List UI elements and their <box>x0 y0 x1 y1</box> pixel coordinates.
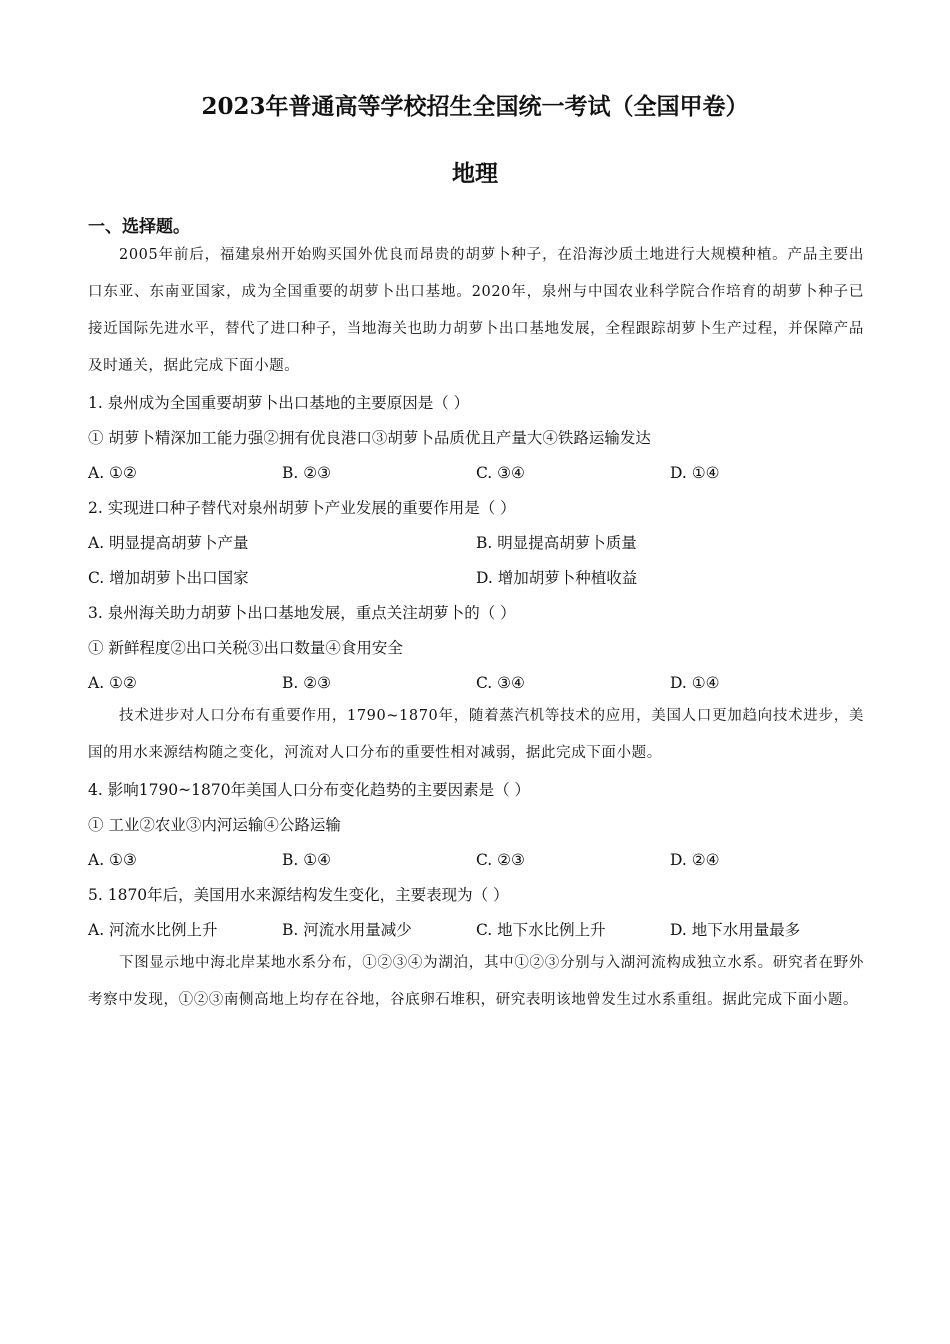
question-3-stem: 3. 泉州海关助力胡萝卜出口基地发展，重点关注胡萝卜的（ ） <box>88 604 516 622</box>
question-5-stem: 5. 1870年后，美国用水来源结构发生变化，主要表现为（ ） <box>88 886 509 904</box>
question-4-option-d[interactable]: D. ②④ <box>670 851 720 869</box>
question-3-items: ① 新鲜程度②出口关税③出口数量④食用安全 <box>88 639 403 657</box>
subject-title: 地理 <box>452 160 498 187</box>
passage-1: 2005年前后，福建泉州开始购买国外优良而昂贵的胡萝卜种子，在沿海沙质土地进行大规模种植。产品主要出口东亚、东南亚国家，成为全国重要的胡萝卜出口基地。2020年，泉州与中国农业科学院合作培育的胡萝卜种子已接近国际先进水平，替代了进口种子，当地海关也助力胡萝卜出口基地发展，全程跟踪胡萝卜生产过程，并保障产品及时通关，据此完成下面小题。 <box>88 247 864 374</box>
question-1-option-b[interactable]: B. ②③ <box>282 464 332 482</box>
question-1-items: ① 胡萝卜精深加工能力强②拥有优良港口③胡萝卜品质优且产量大④铁路运输发达 <box>88 429 651 447</box>
question-1-stem: 1. 泉州成为全国重要胡萝卜出口基地的主要原因是（ ） <box>88 394 470 412</box>
question-4-option-c[interactable]: C. ②③ <box>476 851 525 869</box>
question-3-option-d[interactable]: D. ①④ <box>670 674 720 692</box>
question-1-option-d[interactable]: D. ①④ <box>670 464 720 482</box>
question-4-stem: 4. 影响1790~1870年美国人口分布变化趋势的主要因素是（ ） <box>88 781 531 799</box>
section-heading: 一、选择题。 <box>88 217 190 237</box>
passage-2: 技术进步对人口分布有重要作用，1790~1870年，随着蒸汽机等技术的应用，美国人口更加趋向技术进步，美国的用水来源结构随之变化，河流对人口分布的重要性相对减弱，据此完成下面小题。 <box>88 708 864 761</box>
question-3-option-c[interactable]: C. ③④ <box>476 674 525 692</box>
question-5-option-d[interactable]: D. 地下水用量最多 <box>670 921 801 939</box>
question-2-option-b[interactable]: B. 明显提高胡萝卜质量 <box>476 534 637 552</box>
question-1-option-c[interactable]: C. ③④ <box>476 464 525 482</box>
question-5-option-b[interactable]: B. 河流水用量减少 <box>282 921 412 939</box>
question-1-option-a[interactable]: A. ①② <box>88 464 137 482</box>
question-4-option-b[interactable]: B. ①④ <box>282 851 332 869</box>
question-3-option-a[interactable]: A. ①② <box>88 674 137 692</box>
question-2-option-a[interactable]: A. 明显提高胡萝卜产量 <box>88 534 249 552</box>
question-4-items: ① 工业②农业③内河运输④公路运输 <box>88 816 341 834</box>
question-3-option-b[interactable]: B. ②③ <box>282 674 332 692</box>
question-2-stem: 2. 实现进口种子替代对泉州胡萝卜产业发展的重要作用是（ ） <box>88 499 516 517</box>
question-2-option-d[interactable]: D. 增加胡萝卜种植收益 <box>476 569 638 587</box>
question-5-option-a[interactable]: A. 河流水比例上升 <box>88 921 218 939</box>
passage-3: 下图显示地中海北岸某地水系分布，①②③④为湖泊，其中①②③分别与入湖河流构成独立水系。研究者在野外考察中发现，①②③南侧高地上均存在谷地，谷底卵石堆积，研究表明该地曾发生过水系重组。据此完成下面小题。 <box>88 955 864 1008</box>
exam-title: 2023年普通高等学校招生全国统一考试（全国甲卷） <box>201 93 749 120</box>
question-2-option-c[interactable]: C. 增加胡萝卜出口国家 <box>88 569 249 587</box>
question-5-option-c[interactable]: C. 地下水比例上升 <box>476 921 606 939</box>
question-4-option-a[interactable]: A. ①③ <box>88 851 137 869</box>
